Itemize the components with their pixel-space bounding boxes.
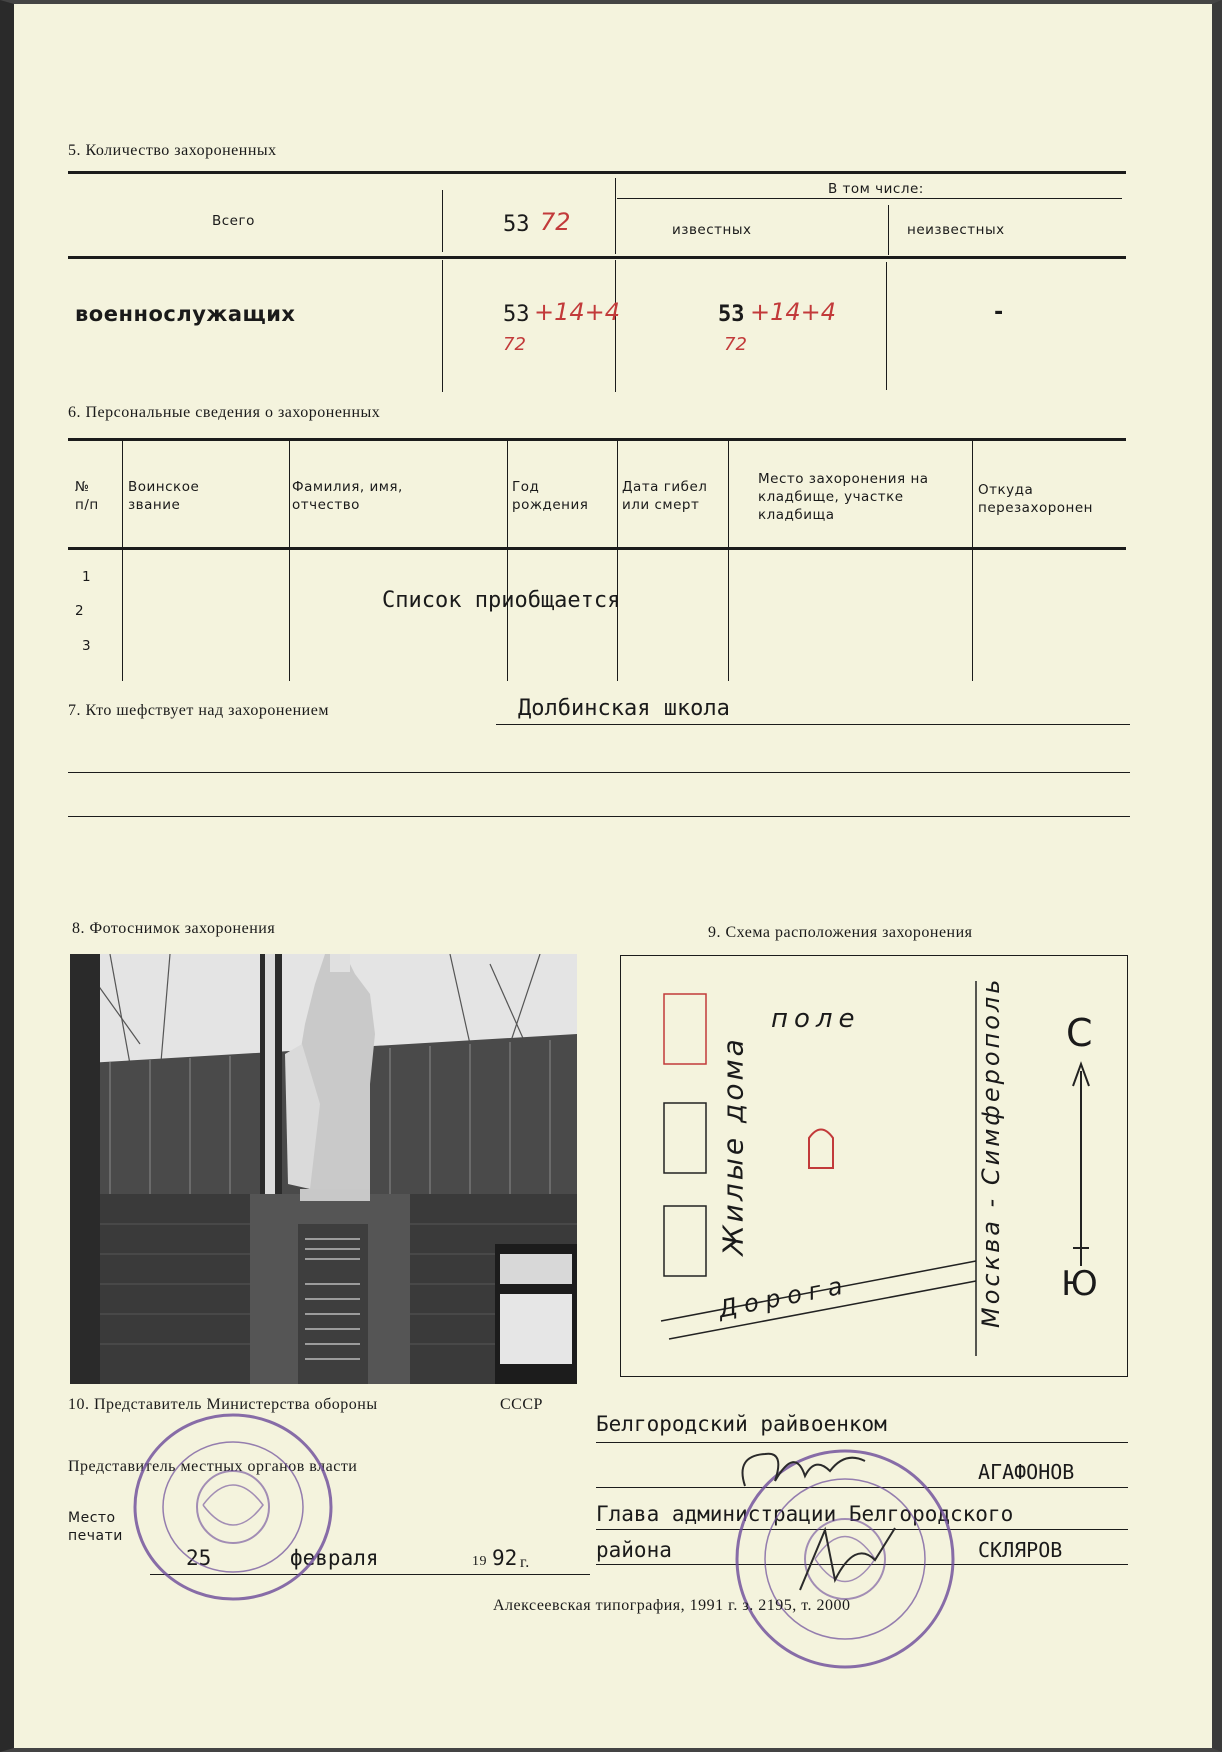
header-from: Откуда перезахоронен	[978, 482, 1093, 516]
section5-title: 5. Количество захороненных	[68, 142, 277, 159]
section10-mod-suffix: СССР	[500, 1396, 543, 1413]
s5-sub-rule	[617, 198, 1122, 199]
label-highway: Москва - Симферополь	[977, 976, 1005, 1328]
local-representative-name: СКЛЯРОВ	[978, 1538, 1063, 1562]
s5-top-rule	[68, 171, 1126, 174]
row-number-2: 2	[75, 603, 85, 619]
row-total-handwritten: +14+4	[534, 298, 621, 326]
header-name: Фамилия, имя, отчество	[292, 479, 403, 513]
date-day: 25	[186, 1546, 212, 1570]
local-representative-line2: района	[596, 1538, 672, 1562]
row-number-1: 1	[82, 569, 92, 585]
location-scheme	[620, 955, 1128, 1377]
date-year-prefix: 19	[472, 1554, 487, 1569]
memorial-photo-image	[70, 954, 577, 1384]
row-known-handwritten: +14+4	[750, 298, 837, 326]
military-commissariat-stamp	[128, 1405, 338, 1615]
row-total-handwritten-2: 72	[503, 334, 526, 355]
total-handwritten: 72	[540, 208, 571, 236]
section6-title: 6. Персональные сведения о захороненных	[68, 404, 381, 421]
row-total-typed: 53	[503, 302, 530, 327]
date-year-suffix: г.	[520, 1554, 530, 1571]
section10-mod-label: 10. Представитель Министерства обороны	[68, 1396, 378, 1413]
label-north: С	[1066, 1011, 1093, 1055]
row-label-military: военнослужащих	[75, 302, 296, 326]
section7-title: 7. Кто шефствует над захоронением	[68, 702, 329, 719]
label-south: Ю	[1061, 1264, 1098, 1304]
s6-header-rule	[68, 547, 1126, 550]
date-year: 92	[492, 1546, 518, 1570]
label-road: Дорога	[716, 1270, 852, 1324]
row-number-3: 3	[82, 638, 92, 654]
header-birth: Год рождения	[512, 479, 589, 513]
list-attached-note: Список приобщается	[382, 588, 621, 613]
col-known-header: известных	[672, 222, 752, 238]
header-death: Дата гибел или смерт	[622, 479, 708, 513]
mod-representative: Белгородский райвоенком	[596, 1412, 887, 1436]
header-place: Место захоронения на кладбище, участке кладбища	[758, 471, 929, 523]
seal-place-label-1: Место	[68, 1510, 116, 1526]
seal-place-label-2: печати	[68, 1528, 123, 1544]
local-authority-label: Представитель местных органов власти	[68, 1458, 358, 1475]
s6-top-rule	[68, 438, 1126, 441]
total-typed: 53	[503, 212, 530, 237]
col-unknown-header: неизвестных	[907, 222, 1005, 238]
s5-mid-rule	[68, 256, 1126, 259]
header-rank: Воинское звание	[128, 479, 200, 513]
row-unknown-value: -	[992, 300, 1006, 325]
section8-title: 8. Фотоснимок захоронения	[72, 920, 276, 937]
sklyarov-signature	[795, 1520, 905, 1605]
printer-footer: Алексеевская типография, 1991 г. з. 2195, т. 2000	[493, 1597, 851, 1614]
row-known-handwritten-2: 72	[724, 334, 747, 355]
col-including-header: В том числе:	[828, 181, 924, 197]
local-representative-line1: Глава администрации Белгородского	[596, 1502, 1014, 1526]
header-num: № п/п	[75, 479, 99, 513]
label-field: поле	[771, 1004, 861, 1034]
location-scheme-drawing	[621, 956, 1127, 1376]
section9-title: 9. Схема расположения захоронения	[708, 924, 973, 941]
memorial-photo	[70, 954, 577, 1384]
agafonov-signature	[735, 1436, 875, 1511]
mod-representative-name: АГАФОНОВ	[978, 1460, 1075, 1484]
patron-value: Долбинская школа	[518, 696, 730, 721]
label-houses: Жилые дома	[716, 1036, 750, 1256]
date-month: февраля	[290, 1546, 379, 1570]
row-known-typed: 53	[718, 302, 745, 327]
col-total-header: Всего	[212, 213, 255, 229]
